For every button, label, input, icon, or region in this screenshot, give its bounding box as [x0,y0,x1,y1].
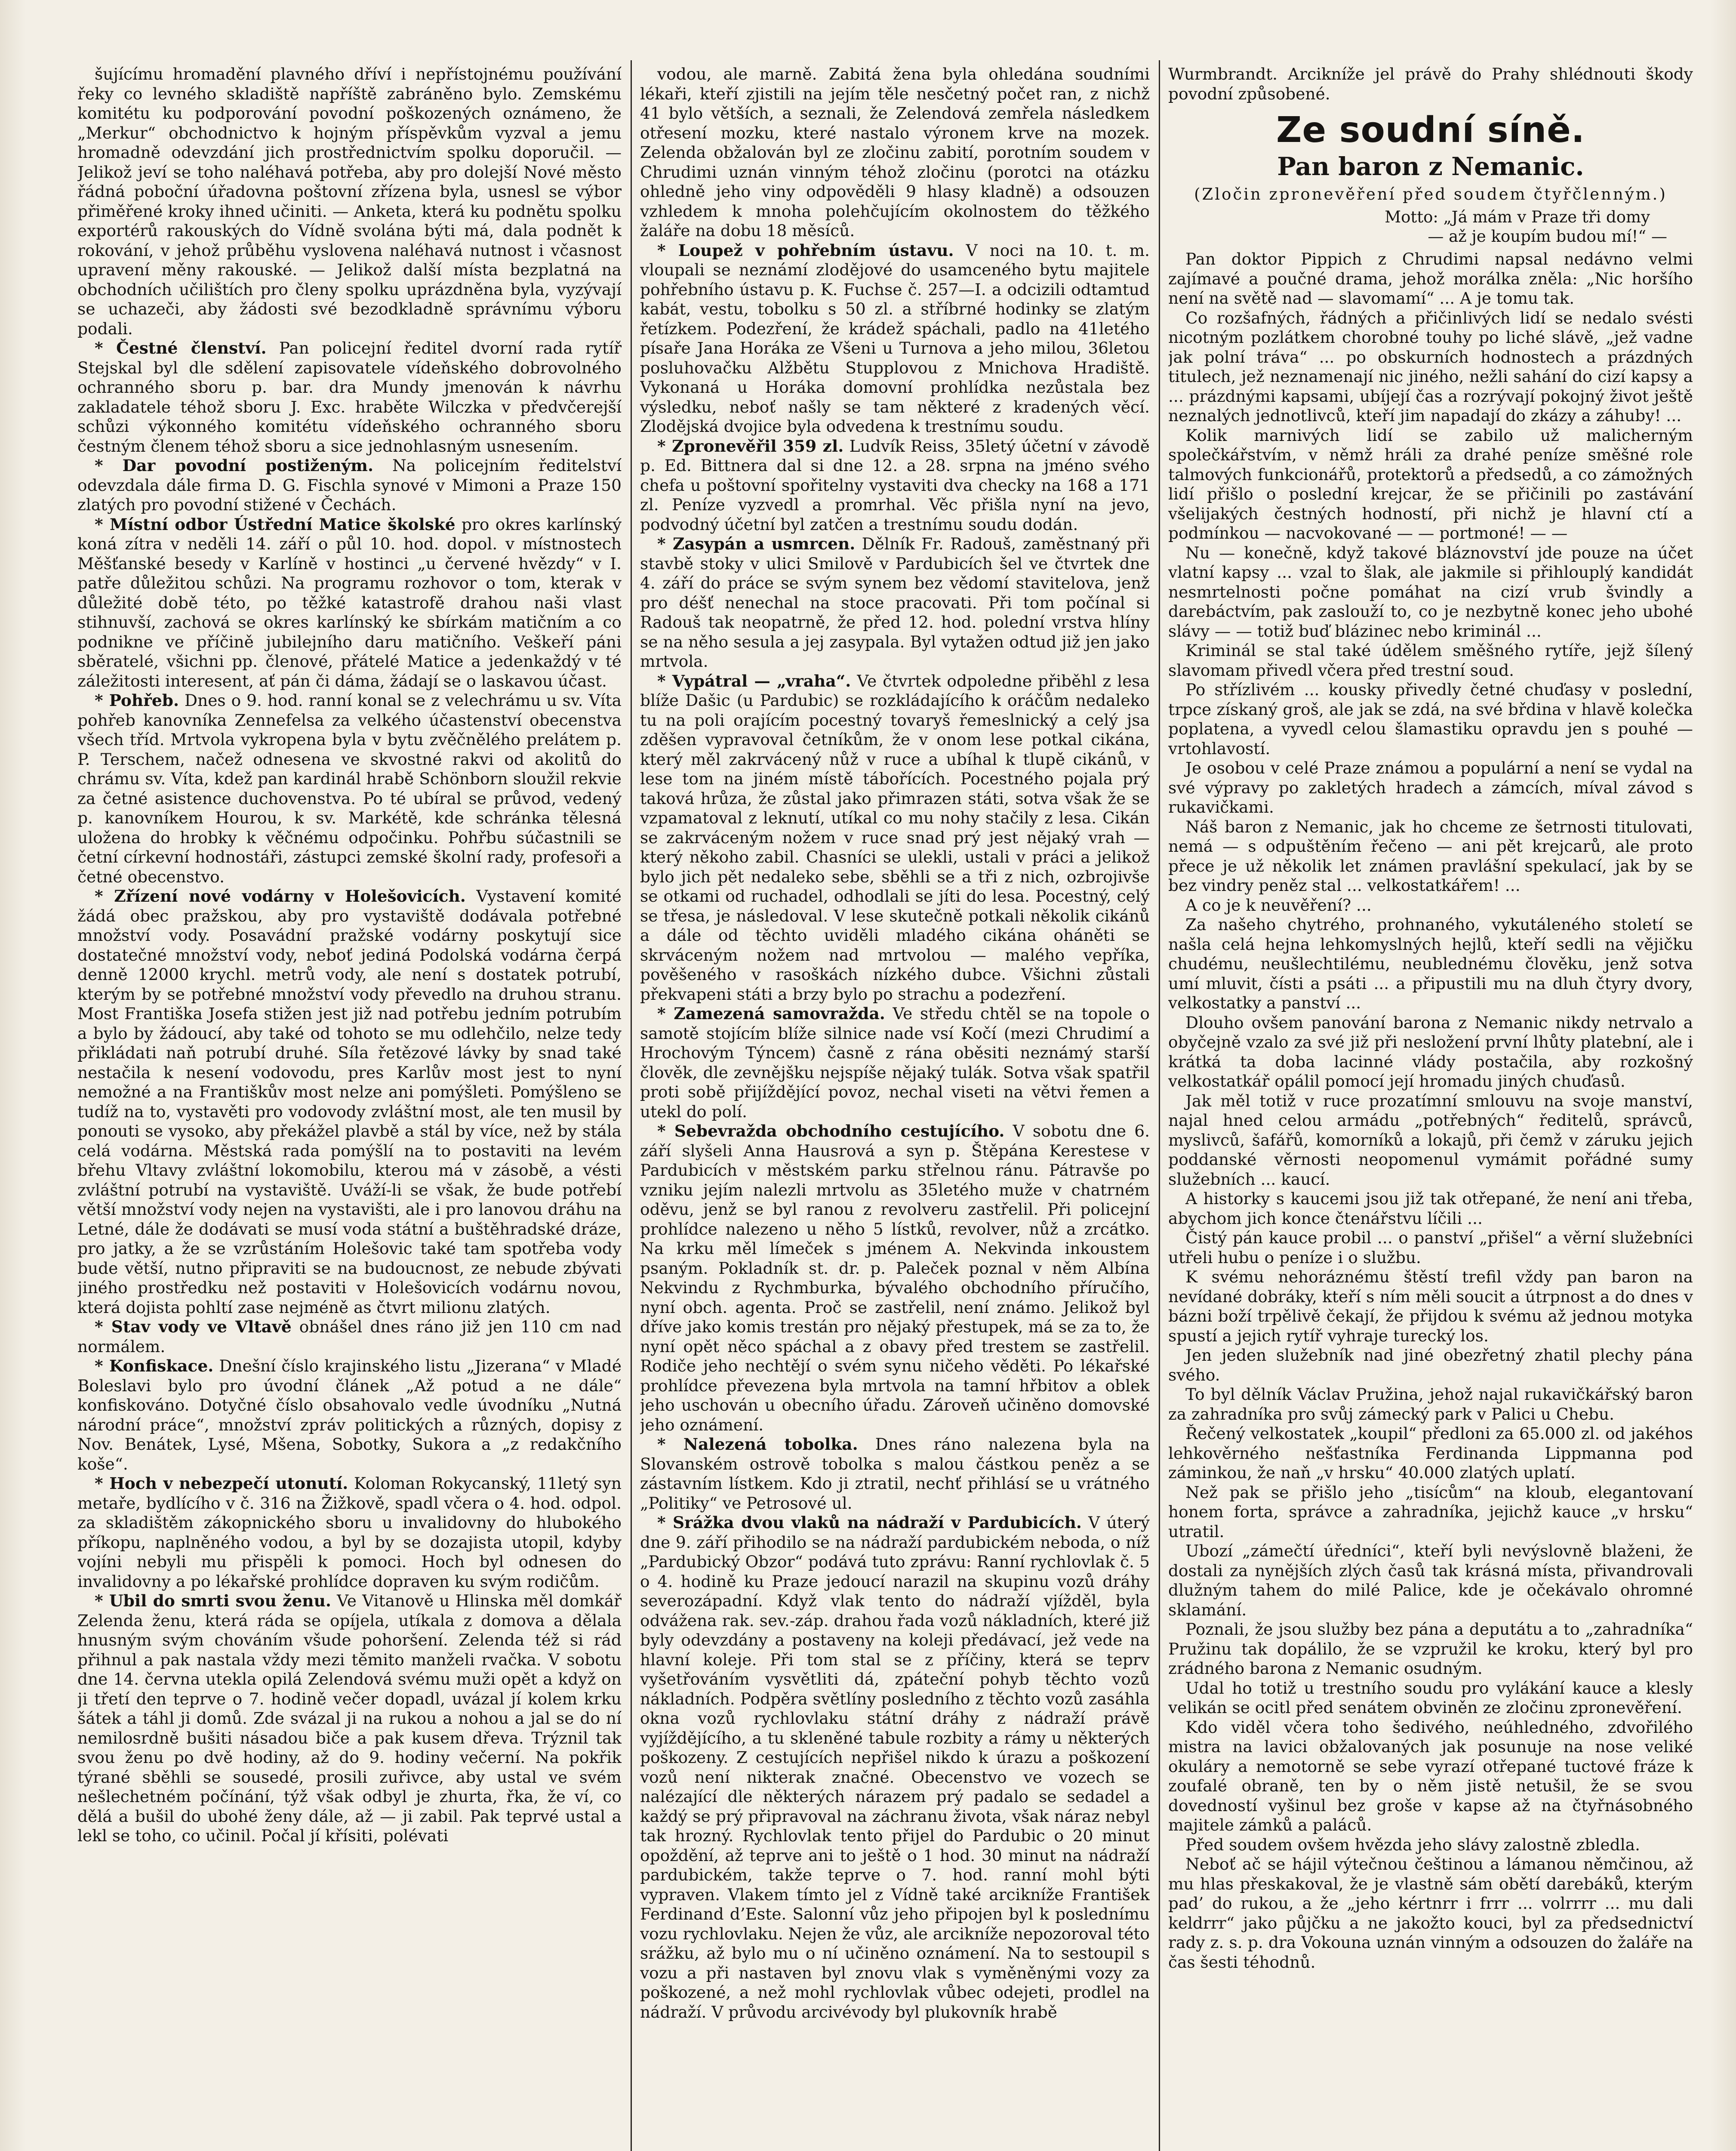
news-item-text: Ve čtvrtek odpoledne přiběhl z lesa blíže Dašic (u Pardubic) se rozkládajícího k oráčům nedaleko tu na poli orajícím pocestný tovaryš řemeslnický a celý jsa zděšen vypravoval četníkům, že v onom lese potkal cikána, který měl zakrvácený nůž v ruce a ubíhal k tlupě cikánů, v lese tom na jiném místě tábořících. Pocestného pojala prý taková hrůza, že zůstal jako přimrazen státi, sotva však že se vzpamatoval z leknutí, utíkal co mu nohy stačily z lesa. Cikán se zakrváceným nožem v ruce snad prý jest nějaký vrah — který někoho zabil. Chasníci se ulekli, ustali v práci a jelikož bylo jich pět nedaleko sebe, sběhli se a tři z nich, ozbrojivše se otkami od ruchadel, odhodlali se jíti do lesa. Pocestný, celý se třesa, je následoval. V lese skutečně potkali několik cikánů a dále od těchto uviděli mladého cikána oháněti se skrváceným nožem nad mrtvolou — malého vepříka, pověšeného v rasoškách nízkého dubce. Všichni zůstali překvapeni státi a brzy bylo po strachu a podezření. [640,671,1150,1004]
news-item [1168,1013,1693,1091]
news-item-text: obnášel dnes ráno již jen 110 cm nad normálem. [77,1317,622,1356]
news-item-text: Jak měl totiž v ruce prozatímní smlouvu na svoje manství, najal hned celou armádu „potřebných“ ředitelů, správců, myslivců, šafářů, komorníků a lokajů, při čemž v záruku jejich poddanské věrnosti neopomenul vymámit pořádné sumy služebních ... kaucí. [1168,1091,1693,1189]
news-item-heading: * Srážka dvou vlaků na nádraží v Pardubicích. [657,1513,1082,1532]
news-item-text: vodou, ale marně. Zabitá žena byla ohledána soudními lékaři, kteří zjistili na jejím těle nesčetný počet ran, z nichž 41 bylo větších, a seznali, že Zelendová zemřela následkem otřesení mozku, které nastalo výronem krve na mozek. Zelenda obžalován byl ze zločinu zabití, porotním soudem v Chrudimi uznán vinným téhož zločinu (porotci na otázku ohledně jeho viny odpověděli 9 hlasy kladně) a odsouzen vzhledem k mnoha polehčujícím okolnostem do těžkého žaláře na dobu 18 měsíců. [640,65,1150,240]
news-item [1168,641,1693,680]
news-item-text: Po střízlivém ... kousky přivedly četné chuďasy v poslední, trpce získaný groš, ale jak se zdá, na své břdina v hlavě kolečka poplatena, a vyvedl celou šlamastiku opravdu jen s pouhé — vrtohlavostí. [1168,680,1693,758]
article-headline: Pan baron z Nemanic. [1277,152,1584,181]
news-item-text: To byl dělník Václav Pružina, jehož najal rukavičkářský baron za zahradníka pro svůj zámecký park v Palici u Chebu. [1168,1385,1693,1424]
news-item [1168,543,1693,641]
news-item-text: Kdo viděl včera toho šedivého, neúhledného, zdvořilého mistra na lavici obžalovaných jak posunuje na nose veliké okuláry a nemotorně se sebe vyrazí otřepané tuctové fráze k zoufalé obraně, ten by o něm jistě netušil, že se svou dovedností vyšinul bez groše v kapse až na čtyřnásobného majitele zámků a paláců. [1168,1717,1693,1834]
article-body [1168,250,1693,1972]
news-item-text: Řečený velkostatek „koupil“ předloni za 65.000 zl. od jakéhos lehkověrného nešťastníka Ferdinanda Lippmanna pod záminkou, že naň „v hrsku“ 40.000 zlatých uplatí. [1168,1424,1693,1482]
news-item-heading: * Nalezená tobolka. [657,1435,858,1454]
news-item [77,1474,622,1591]
news-item-text: V noci na 10. t. m. vloupali se neznámí zlodějové do usamceného bytu majitele pohřebního ústavu p. K. Fuchse č. 257—I. a odcizili odtamtud kabát, vestu, tobolku s 50 zl. a stříbrné hodinky se zlatým řetízkem. Podezření, že krádež spáchali, padlo na 41letého písaře Jana Horáka ze Všeni u Turnova a jeho milou, 36letou posluhovačku Alžbětu Stupplovou z Mnichova Hradiště. Vykonaná u Horáka domovní prohlídka nezůstala bez výsledku, neboť našly se tam některé z kradených věcí. Zlodějská dvojice byla odvedena k trestnímu soudu. [640,240,1150,436]
article-motto: Motto: „Já mám v Praze tři domy [1385,208,1650,226]
column-rule-1 [631,60,632,2151]
news-item [640,672,1150,1005]
news-item-text: Udal ho totiž u trestního soudu pro vylákání kauce a klesly velikán se ocitl před senátem obviněn ze zločinu zpronevěření. [1168,1678,1693,1717]
news-item [1168,1228,1693,1267]
scan-edge-right [1710,0,1736,2151]
news-item [1168,1620,1693,1679]
news-item-text: Ubozí „zámečtí úředníci“, kteří byli nevýslovně blaženi, že dostali za nynějších zlých časů tak krásná místa, přivandrovali dlužným tahem do milé Palice, kde je očekávalo ohromné sklamání. [1168,1541,1693,1619]
news-item [77,1356,622,1474]
news-item-text: Náš baron z Nemanic, jak ho chceme ze šetrnosti titulovati, nemá — s odpuštěním řečeno — ani pět krejcarů, ale proto přece je už několik let známen pravlášní spekulací, jak by se bez vindry peněz stal ... velkostatkářem! ... [1168,817,1693,895]
news-item [1168,1346,1693,1385]
news-item-text: pro okres karlínský koná zítra v neděli 14. září o půl 10. hod. dopol. v místnostech Měšťanské besedy v Karlíně v hostinci „u červené hvězdy“ v I. patře důležitou schůzi. Na programu rozhovor o tom, kterak v důležité době této, po těžké katastrofě drahou naši vlast stihnuvší, zachová se okres karlínský ke sbírkám matičním a co podnikne ve příčině jubilejního daru matičního. Veškeří páni sběratelé, všichni pp. členové, přátelé Matice a jedenkaždý v té záležitosti interesent, ať pán či dáma, žádají se o laskavou účast. [77,515,622,690]
news-item [1168,1718,1693,1835]
news-item-text: Ve Vitanově u Hlinska měl domkář Zelenda ženu, která ráda se opíjela, utíkala z domova a dělala hnusným svým chováním všude pohoršení. Zelenda též si rád přihnul a pak nastala vždy mezi těmito manželi rvačka. V sobotu dne 14. června utekla opilá Zelendová svému muži opět a když on ji třetí den teprve o 7. hodině večer dopadl, uvázal jí kolem krku šátek a táhl ji domů. Zde svázal ji na rukou a nohou a jal se do ní nemilosrdně bušiti násadou biče a pak kusem dřeva. Trýznil tak svou ženu po dvě hodiny, až do 9. hodiny večerní. Na pokřik týrané sběhli se sousedé, prosili zuřivce, aby ustal ve svém nešlechetném počínání, týž však odbyl je zhurta, řka, že ví, co dělá a bušil do ubohé ženy dále, až — ji zabil. Pak teprvé ustal a lekl se toho, co učinil. Počal jí křísiti, polévati [77,1591,622,1845]
news-item-text: Ludvík Reiss, 35letý účetní v závodě p. Ed. Bittnera dal si dne 12. a 28. srpna na jméno svého chefa u poštovní spořitelny vystaviti dva checky na 168 a 171 zl. Peníze vyzvedl a promrhal. Věc přišla nyní na jevo, podvodný účetní byl zatčen a trestnímu soudu dodán. [640,436,1150,534]
news-item-text: Co rozšafných, řádných a přičinlivých lidí se nedalo svésti nicotným pozlátkem chorobné touhy po liché slávě, „jež vadne jak polní tráva“ ... po obskurních hodnostech a prázdných titulech, jež neznamenají nic jiného, nežli sahání do cizí kapsy a ... prázdnými kapsami, ubíjejí čas a rozrývají pokojný život ještě neznalých jednotlivců, kteří jim napadají do zkázy a záhuby! ... [1168,308,1693,425]
news-item [77,887,622,1317]
news-item [77,456,622,515]
news-item-heading: * Pohřeb. [95,691,179,710]
news-item [1168,680,1693,758]
news-item-text: A historky s kaucemi jsou již tak otřepané, že není ani třeba, abychom jich konce čtenářstvu líčili ... [1168,1189,1693,1228]
news-item-text: Před soudem ovšem hvězda jeho slávy zalostně zbledla. [1185,1835,1641,1854]
news-item [640,241,1150,437]
news-item-text: V úterý dne 9. září přihodilo se na nádraží pardubickém neboda, o níž „Pardubický Obzor“ podává tuto zprávu: Ranní rychlovlak č. 5 o 4. hodině ku Praze jedoucí narazil na skupinu vozů dráhy severozápadní. Když vlak tento do nádraží vjížděl, byla odvážena rak. sev.-záp. drahou řada vozů nákladních, které již byly odevzdány a postaveny na koleji předávací, jež vede na hlavní koleje. Při tom stal se z příčiny, která se teprv vyšetřováním vysvětliti dá, zpáteční pohyb těchto vozů nákladních. Podpěra světlíny posledního z těchto vozů zasáhla okna vozů rychlovlaku státní dráhy z nádraží právě vyjíždějícího, a tu skleněné tabule rozbity a rámy u některých poškozeny. Z cestujících nepřišel nikdo k úrazu a poškození vozů není nikterak značné. Obecenstvo ve vozech se nalézající dle některých nárazem prý padalo se sedadel a každý se prý připravoval na záchranu života, však náraz nebyl tak hrozný. Rychlovlak tento přijel do Pardubic o 20 minut opoždění, až teprve ani to ještě o 1 hod. 30 minut na nádraží pardubickém, takže teprve o 7. hod. ranní mohl býti vypraven. Vlakem tímto jel z Vídně také arcikníže František Ferdinand d’Este. Salonní vůz jeho připojen byl k poslednímu vozu rychlovlaku. Nejen že vůz, ale arcikníže nepozoroval této srážku, až bylo mu o ní učiněno oznámení. Na to sestoupil s vozu a při nastaven byl znovu vlak s vyměněnými vozy za poškozené, a než mohl rychlovlak vůbec odejeti, prodlel na nádraží. V průvodu arcivévody byl plukovník hrabě [640,1513,1150,2022]
news-item-heading: * Sebevražda obchodního cestujícího. [657,1122,1005,1140]
news-item-text: K svému nehoráznému štěstí trefil vždy pan baron na nevídané dobráky, kteří s ním měli soucit a útrpnost a do dnes v bázni boží trpělivě čekají, že přijdou k svému až jednou motyka spustí a jejich rytíř vyhraje turecký los. [1168,1267,1693,1345]
news-item [640,1004,1150,1122]
news-item-text: Nu — konečně, když takové bláznovství jde pouze na účet vlatní kapsy ... vzal to šlak, ale jakmile si přihlouplý kandidát nesmrtelnosti počne pomáhat na cizí vrub švindly a darebáctvím, pak zaslouží to, co je nezbytně konec jeho ubohé slávy — — totiž buď blázinec nebo kriminál ... [1168,543,1693,641]
news-item-text: Pan doktor Pippich z Chrudimi napsal nedávno velmi zajímavé a poučné drama, jehož morálka zněla: „Nic horšího není na světě nad — slavomamí“ ... A je tomu tak. [1168,250,1693,308]
news-item [77,339,622,456]
news-item-text: Ve středu chtěl se na topole o samotě stojícím blíže silnice nade vsí Kočí (mezi Chrudimí a Hrochovým Týncem) časně z rána oběsiti neznámý starší člověk, dle zevnějšku nejspíše nějaký tulák. Sotva však spatřil proti sobě přijíždějící povoz, nechal viseti na větvi řemen a utekl do polí. [640,1004,1150,1121]
news-item-heading: * Zřízení nové vodárny v Holešovicích. [95,887,466,906]
news-item-text: Kriminál se stal také údělem směšného rytíře, jejž šílený slavomam přivedl včera před trestní soud. [1168,641,1693,680]
column-1 [77,65,622,2151]
news-item [77,691,622,887]
news-item-heading: * Hoch v nebezpečí utonutí. [95,1474,348,1493]
news-item-text: Dnes o 9. hod. ranní konal se z velechrámu u sv. Víta pohřeb kanovníka Zennefelsa za velkého účastenství obecenstva všech tříd. Mrtvola vykropena byla v bytu zvěčnělého prelátem p. P. Terschem, načež odnesena ve skvostné rakvi od akolitů do chrámu sv. Víta, kdež pan kardinál hrabě Schönborn sloužil rekvie za četné asistence duchovenstva. Po té ubíral se průvod, vedený p. kanovníkem Hourou, k sv. Markétě, kde schránka tělesná uložena do hrobky k věčnému odpočinku. Pohřbu súčastnili se četní církevní hodnostáři, zástupci zemské školní rady, profesoři a četné obecenstvo. [77,691,622,886]
news-item-text: šujícímu hromadění plavného dříví i nepřístojnému používání řeky co levného skladiště napříště zabráněno bylo. Zemskému komitétu ku podporování povodní poškozených oznámeno, že „Merkur“ obchodnictvo k hojným příspěvkům vyzval a jemu hromadně odevzdání jich prostřednictvím spolku doporučil. — Jelikož jeví se toho naléhavá potřeba, aby pro dolejší Nové město řádná poboční úřadovna poštovní zřízena byla, usnesl se výbor přiměřené kroky ihned učiniti. — Anketa, která ku podnětu spolku exportérů rakouských do Vídně svolána býti má, dala podnět k rokování, v jehož průběhu vyslovena naléhavá nutnost i včasnost upravení měny rakouské. — Jelikož další místa bezplatná na obchodních učilištích pro členy spolku uprázdněna byla, vyzývají se uchazeči, aby žádosti své bezodkladně správnímu výboru podali. [77,65,622,338]
news-item-text: Poznali, že jsou služby bez pána a deputátu a to „zahradníka“ Pružinu tak dopálilo, že se vzpružil ke kroku, který byl pro zrádného barona z Nemanic osudným. [1168,1620,1693,1678]
news-item-heading: * Zamezená samovražda. [657,1004,885,1023]
news-item-text: Dnes ráno nalezena byla na Slovanském ostrově tobolka s malou částkou peněz a se zástavním lístkem. Kdo ji ztratil, nechť přihlásí se u vrátného „Politiky“ ve Petrosové ul. [640,1435,1150,1513]
news-item-heading: * Místní odbor Ústřední Matice školské [95,515,456,534]
column-3-intro: Wurmbrandt. Arcikníže jel právě do Prahy shlédnouti škody povodní způsobené. [1168,65,1693,103]
news-item-heading: * Stav vody ve Vltavě [95,1317,292,1336]
news-item [77,515,622,691]
news-item [1168,250,1693,308]
news-item [640,1122,1150,1435]
news-item-text: Jen jeden služebník nad jiné obezřetný zhatil plechy pána svého. [1168,1346,1693,1384]
news-item [1168,1091,1693,1190]
news-item [1168,915,1693,1013]
news-item-text: Dělník Fr. Radouš, zaměstnaný při stavbě stoky v ulici Smilově v Pardubicích šel ve čtvrtek dne 4. září do práce se svým synem bez vědomí stavitelova, jenž pro déšť nenechal na stoce pracovati. Při tom počínal si Radouš tak neopatrně, že před 12. hod. polední vrstva hlíny se na něho sesula a jej zasypala. Byl vytažen odtud již jen jako mrtvola. [640,534,1150,671]
news-item [77,1591,622,1846]
news-item [1168,1189,1693,1228]
news-item-text: Čistý pán kauce probil ... o panství „přišel“ a věrní služebníci utřeli hubu o peníze i o službu. [1168,1228,1693,1267]
news-item-heading: * Zpronevěřil 359 zl. [657,436,844,456]
news-item-text: Neboť ač se hájil výtečnou češtinou a lámanou němčinou, až mu hlas přeskakoval, že je vlastně sám obětí darebáků, kterým pad’ do rukou, a že „jeho kértnrr i frrr ... volrrrr ... mu dali keldrrr“ jako půjčku a ne jakožto kouci, byl za předsednictví rady z. s. p. dra Vokouna uznán vinným a odsouzen do žaláře na čas šesti téhodnů. [1168,1855,1693,1972]
column-rule-2 [1159,60,1160,2151]
news-item [1168,1267,1693,1346]
news-item [1168,1483,1693,1542]
news-item [1168,1541,1693,1620]
news-item [1168,1385,1693,1424]
news-item-heading: * Konfiskace. [95,1356,214,1375]
news-item-text: Vystavení komité žádá obec pražskou, aby pro vystaviště dodávala potřebné množství vody. Posavádní pražské vodárny poskytují sice dostatečné množství vody, neboť jediná Podolská vodárna čerpá denně 12000 krychl. metrů vody, ale není s dostatek potrubí, kterým by se potřebné množství vody převedlo na druhou stranu. Most Františka Josefa stižen jest již nad potřebu jedním potrubím a bylo by žádoucí, aby také od tohoto se mu odlehčilo, nelze tedy přikládati naň potrubí druhé. Síla řetězové lávky by snad také nestačila k nesení vodovodu, pres Karlův most jest to nyní nemožné a na Františkův most nelze ani pomýšleti. Pomýšleno se tudíž na to, vystavěti pro vodovody zvláštní most, ale ten musil by ponouti se vysoko, aby překážel plavbě a stál by více, než by stála celá vodárna. Městská rada pomýšlí na to postaviti na levém břehu Vltavy zvláštní lokomobilu, kterou má v zásobě, a vésti zvláštní potrubí na vystaviště. Uváží-li se však, že bude potřebí větší množství vody nejen na vystavišti, ale i pro lanovou dráhu na Letné, dále že dodávati se musí voda státní a buštěhradské dráze, pro jatky, a že se vzrůstáním Holešovic také tam spotřeba vody bude větší, nutno připraviti se na budoucnost, ze nebude zbývati jiného prostředku než postaviti v Holešovicích vodárnu novou, která dojista pohltí zase nejméně as čtvrt milionu zlatých. [77,887,622,1317]
news-item [1168,1855,1693,1972]
news-item-text: Kolik marnivých lidí se zabilo už malicherným společkářstvím, v němž hráli za drahé peníze směšné role talmových funkcionářů, protektorů a předsedů, a co zámožných lidí přišlo o poslední krejcar, že se přičinili po zastávání všelijakých čestných hodností, při nichž je hlavní ctí a podmínkou — nacvokované — — portmoné! — — [1168,425,1693,542]
news-item-text: Dlouho ovšem panování barona z Nemanic nikdy netrvalo a obyčejně vzalo za své již při nesložení první lhůty platební, ale i krátká ta doba lacinné vlády postačila, aby rozkošný velkostatkář opálil pomocí její hromadu jiných chuďasů. [1168,1013,1693,1091]
news-item [1168,1424,1693,1483]
news-item [640,437,1150,535]
news-item [1168,1835,1693,1855]
news-item-text: Než pak se přišlo jeho „tisícům“ na kloub, elegantovaní honem forta, správce a zahradníka, jejichž kauce „v hrsku“ utratil. [1168,1482,1693,1541]
news-item [640,534,1150,672]
article-deck: (Zločin zpronevěření před soudem čtyřčlenným.) [1194,185,1667,203]
news-item [640,1435,1150,1513]
news-item-heading: * Vypátral — „vraha“. [657,671,851,690]
news-item-text: Pan policejní ředitel dvorní rada rytíř Stejskal byl dle sdělení zapisovatele vídeňského dobrovolného ochranného sboru p. bar. dra Mundy jmenován k návrhu zakladatele téhož sboru J. Exc. hraběte Wilczka v předvčerejší schůzi výkonného komitétu vídeňského ochranného sboru čestným členem téhož sboru a sice jednohlasným usnesením. [77,339,622,456]
news-item [640,65,1150,241]
news-item-heading: * Dar povodní postiženým. [95,456,374,475]
news-item [1168,758,1693,817]
news-item-text: A co je k neuvěření? ... [1185,895,1372,915]
news-item-heading: * Zasypán a usmrcen. [657,534,856,553]
news-item [1168,1679,1693,1718]
section-headline: Ze soudní síně. [1276,110,1585,151]
news-item-text: Koloman Rokycanský, 11letý syn metaře, bydlícího v č. 316 na Žižkově, spadl včera o 4. hod. odpol. za skladištěm zákopnického sboru u invalidovny do hlubokého příkopu, naplněného vodou, a byl by se dozajista utopil, kdyby vojíni nebyli mu přispěli k pomoci. Hoch byl odnesen do invalidovny a po lékařské prohlídce dopraven ku svým rodičům. [77,1474,622,1591]
news-item [77,1317,622,1356]
news-item-text: Je osobou v celé Praze známou a populární a není se vydal na své výpravy po zakletých hradech a zámcích, míval závod s rukavičkami. [1168,758,1693,817]
news-item-heading: * Čestné členství. [95,339,267,357]
news-item [1168,896,1693,915]
news-item-heading: * Ubil do smrti svou ženu. [95,1591,331,1610]
news-item-text: Dnešní číslo krajinského listu „Jizerana“ v Mladé Boleslavi bylo pro úvodní článek „Až potud a ne dále“ konfiskováno. Dotyčné číslo obsahovalo vedle úvodníku „Nutná národní práce“, množství zpráv politických a různých, dopisy z Nov. Benátek, Lysé, Mšena, Sobotky, Sukora a „z redakčního koše“. [77,1356,622,1473]
news-item [1168,426,1693,543]
news-item-text: Na policejním ředitelství odevzdala dále firma D. G. Fischla synové v Mimoni a Praze 150 zlatých pro povodní stižené v Čechách. [77,456,622,514]
news-item [1168,308,1693,426]
news-item [77,65,622,339]
news-item [640,1513,1150,2022]
scan-edge-left [0,0,26,2151]
article-motto-line2: — až je koupím budou mí!“ — [1428,227,1667,246]
news-item-text: V sobotu dne 6. září slyšeli Anna Hausrová a syn p. Štěpána Kerestese v Pardubicích v městském parku střelnou ránu. Pátravše po vzniku jejím nalezli mrtvolu as 35letého muže v chatrném oděvu, jenž se byl ranou z revolveru zastřelil. Při policejní prohlídce nalezeno u něho 5 lístků, revolver, nůž a zrcátko. Na krku měl límeček s jménem A. Nekvinda inkoustem psaným. Pokladník st. dr. p. Paleček poznal v něm Albína Nekvindu z Rychmburka, bývalého obchodního příručího, nyní obch. agenta. Proč se zastřelil, není známo. Jelikož byl dříve jako komis trestán pro nějaký přestupek, má se za to, že nyní opět něco spáchal a z obavy před trestem se zastřelil. Rodiče jeho nechtějí o svém synu ničeho věděti. Po lékařské prohlídce převezena byla mrtvola na tamní hřbitov a oblek jeho uschován u obecního úřadu. Zároveň učiněno domovské jeho oznámení. [640,1122,1150,1434]
column-3 [1168,65,1693,2151]
news-item [1168,817,1693,896]
news-item-heading: * Loupež v pohřebním ústavu. [657,240,954,260]
news-item-text: Za našeho chytrého, prohnaného, vykutáleného století se našla celá hejna lehkomyslných hejlů, kteří sedli na vějičku chudému, neušlechtilému, neublednému člověku, jenž sotva umí mluvit, čísti a psáti ... a připustili mu na dluh čtyry dvory, velkostatky a panství ... [1168,915,1693,1012]
column-2 [640,65,1150,2151]
